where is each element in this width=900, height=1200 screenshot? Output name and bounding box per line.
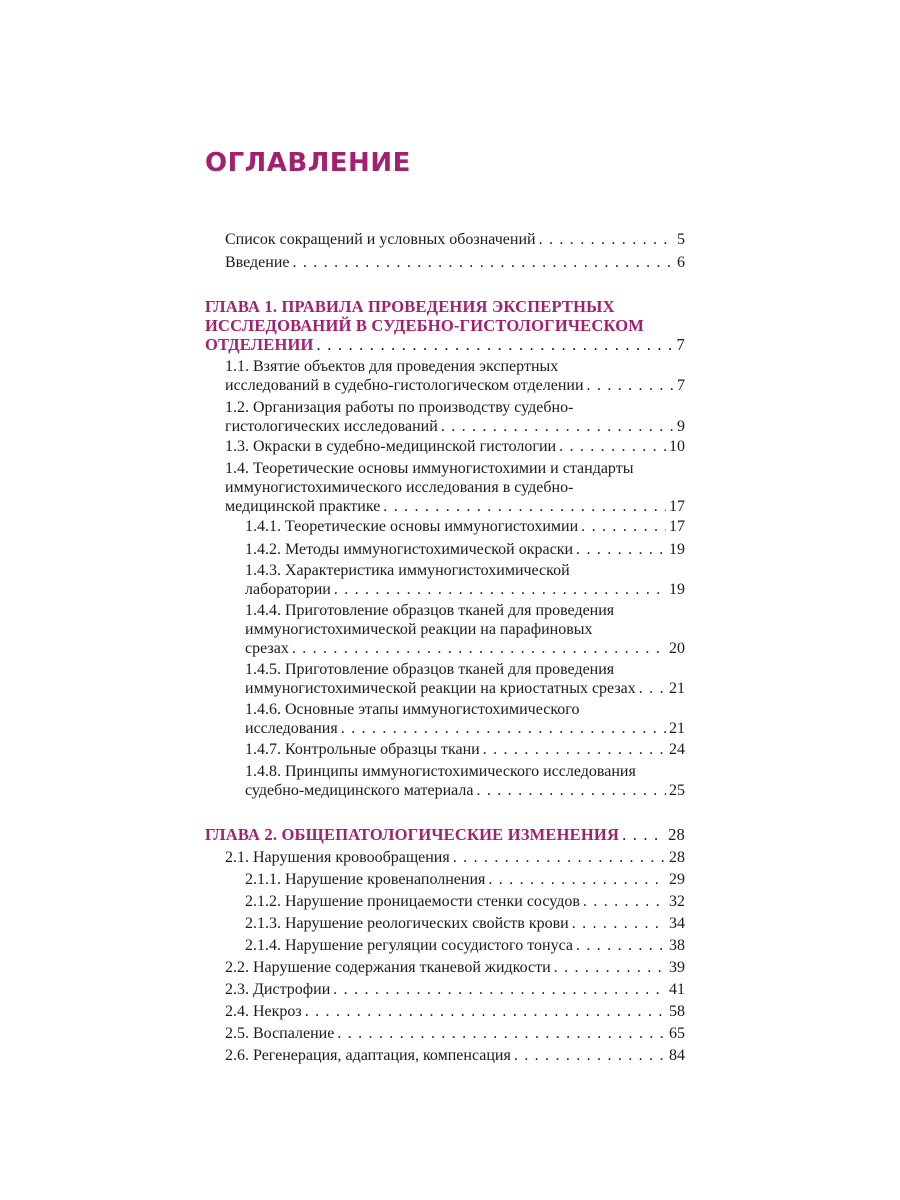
leader-dots — [488, 870, 666, 889]
toc-entry — [225, 848, 685, 867]
page-number: 6 — [677, 254, 685, 271]
entry-title-line: исследований в судебно-гистологическом отделении — [225, 377, 584, 394]
leader-dots — [337, 1024, 666, 1043]
toc-entry — [245, 540, 685, 559]
toc-entry — [225, 1046, 685, 1065]
toc-entry — [245, 914, 685, 933]
leader-dots — [539, 230, 674, 249]
leader-dots — [317, 335, 674, 354]
toc-entry — [225, 459, 685, 516]
toc-entry — [245, 561, 685, 599]
entry-title: 2.1. Нарушения кровообращения — [225, 849, 450, 866]
page-number: 9 — [677, 418, 685, 435]
page-title: ОГЛАВЛЕНИЕ — [205, 148, 411, 178]
leader-dots — [576, 540, 666, 559]
toc-entry — [245, 892, 685, 911]
page-number: 34 — [669, 915, 685, 932]
entry-title-line: ИССЛЕДОВАНИЙ В СУДЕБНО-ГИСТОЛОГИЧЕСКОМ — [205, 316, 645, 335]
toc-entry — [225, 230, 685, 249]
toc-entry — [225, 357, 685, 395]
entry-title-line: 1.4. Теоретические основы иммуногистохимии и стандарты — [225, 460, 634, 477]
entry-title-line: срезах — [245, 640, 289, 657]
entry-title: 2.1.4. Нарушение регуляции сосудистого тонуса — [245, 937, 573, 954]
entry-title-line: иммуногистохимического исследования в судебно- — [225, 479, 574, 496]
entry-title-line: 1.4.6. Основные этапы иммуногистохимического — [245, 701, 580, 718]
toc-entry — [225, 1002, 685, 1021]
entry-title-line: судебно-медицинского материала — [245, 782, 474, 799]
leader-dots — [333, 980, 666, 999]
leader-dots — [554, 958, 666, 977]
chapter-entry — [205, 297, 685, 354]
leader-dots — [334, 580, 666, 599]
entry-title-line: исследования — [245, 720, 338, 737]
toc-entry — [225, 958, 685, 977]
page-number: 58 — [669, 1003, 685, 1020]
page-number: 19 — [669, 541, 685, 558]
toc-entry — [245, 700, 685, 738]
entry-title-line: иммуногистохимической реакции на парафиновых — [245, 621, 593, 638]
page-number: 17 — [669, 498, 685, 515]
leader-dots — [559, 437, 666, 456]
page-number: 41 — [669, 981, 685, 998]
entry-title: 2.1.1. Нарушение кровенаполнения — [245, 871, 486, 888]
leader-dots — [383, 497, 666, 516]
toc-entry — [245, 936, 685, 955]
page-number: 21 — [669, 720, 685, 737]
page-number: 29 — [669, 871, 685, 888]
entry-title: 1.3. Окраски в судебно-медицинской гистологии — [225, 438, 557, 455]
entry-title: 2.3. Дистрофии — [225, 981, 331, 998]
entry-title: 1.4.1. Теоретические основы иммуногистохимии — [245, 518, 579, 535]
toc-entry — [225, 437, 685, 456]
toc-entry — [245, 870, 685, 889]
leader-dots — [476, 781, 666, 800]
entry-title-line: гистологических исследований — [225, 418, 438, 435]
toc-entry — [225, 1024, 685, 1043]
entry-title-line: лаборатории — [245, 581, 331, 598]
toc-entry — [225, 980, 685, 999]
toc-entry — [245, 660, 685, 698]
toc-entry — [245, 517, 685, 536]
page-number: 28 — [669, 849, 685, 866]
page-number: 84 — [669, 1047, 685, 1064]
entry-title: 2.4. Некроз — [225, 1003, 302, 1020]
page-number: 38 — [669, 937, 685, 954]
leader-dots — [293, 253, 675, 272]
leader-dots — [305, 1002, 666, 1021]
entry-title: ГЛАВА 2. ОБЩЕПАТОЛОГИЧЕСКИЕ ИЗМЕНЕНИЯ — [205, 825, 620, 844]
page-number: 7 — [676, 335, 685, 354]
page-number: 7 — [677, 377, 685, 394]
leader-dots — [441, 417, 674, 436]
toc-entry — [245, 601, 685, 658]
entry-title: 1.4.7. Контрольные образцы ткани — [245, 741, 480, 758]
entry-title-line: ОТДЕЛЕНИИ — [205, 335, 314, 354]
entry-title-line: 1.2. Организация работы по производству судебно- — [225, 399, 574, 416]
leader-dots — [453, 848, 666, 867]
page-number: 17 — [669, 518, 685, 535]
page-number: 32 — [669, 893, 685, 910]
page-number: 24 — [669, 741, 685, 758]
page-number: 5 — [677, 231, 685, 248]
page-number: 28 — [668, 825, 685, 844]
entry-title: 1.4.2. Методы иммуногистохимической окраски — [245, 541, 574, 558]
toc-entry — [225, 253, 685, 272]
leader-dots — [572, 914, 666, 933]
chapter-entry — [205, 825, 685, 844]
toc-entry — [225, 398, 685, 436]
leader-dots — [514, 1046, 666, 1065]
page-number: 25 — [669, 782, 685, 799]
entry-title: 2.1.3. Нарушение реологических свойств крови — [245, 915, 569, 932]
leader-dots — [622, 825, 665, 844]
page-number: 21 — [669, 680, 685, 697]
page-number: 10 — [669, 438, 685, 455]
entry-title: Введение — [225, 254, 290, 271]
entry-title: 2.6. Регенерация, адаптация, компенсация — [225, 1047, 511, 1064]
entry-title-line: 1.4.4. Приготовление образцов тканей для проведения — [245, 602, 615, 619]
entry-title: 2.2. Нарушение содержания тканевой жидкости — [225, 959, 551, 976]
entry-title: 2.5. Воспаление — [225, 1025, 335, 1042]
leader-dots — [639, 679, 666, 698]
entry-title-line: 1.4.8. Принципы иммуногистохимического исследования — [245, 763, 636, 780]
leader-dots — [341, 719, 666, 738]
page-number: 39 — [669, 959, 685, 976]
entry-title-line: 1.4.5. Приготовление образцов тканей для проведения — [245, 661, 615, 678]
toc-entry — [245, 740, 685, 759]
leader-dots — [483, 740, 666, 759]
entry-title: Список сокращений и условных обозначений — [225, 231, 536, 248]
entry-title-line: 1.4.3. Характеристика иммуногистохимической — [245, 562, 570, 579]
leader-dots — [292, 639, 666, 658]
leader-dots — [583, 892, 666, 911]
entry-title-line: 1.1. Взятие объектов для проведения экспертных — [225, 358, 559, 375]
entry-title: 2.1.2. Нарушение проницаемости стенки сосудов — [245, 893, 580, 910]
page-number: 20 — [669, 640, 685, 657]
leader-dots — [587, 376, 674, 395]
entry-title-line: медицинской практике — [225, 498, 381, 515]
leader-dots — [576, 936, 666, 955]
leader-dots — [581, 517, 666, 536]
page-number: 65 — [669, 1025, 685, 1042]
entry-title-line: иммуногистохимической реакции на криостатных срезах — [245, 680, 636, 697]
toc-entry — [245, 762, 685, 800]
page-number: 19 — [669, 581, 685, 598]
entry-title-line: ГЛАВА 1. ПРАВИЛА ПРОВЕДЕНИЯ ЭКСПЕРТНЫХ — [205, 297, 615, 316]
